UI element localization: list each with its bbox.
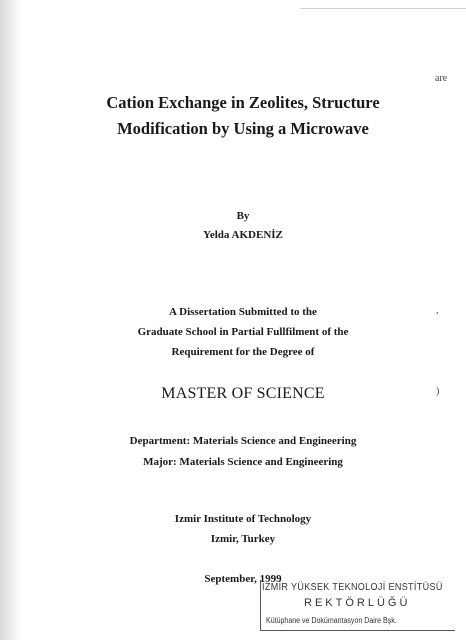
edge-fragment-mark: , (436, 305, 439, 316)
submission-line-1: A Dissertation Submitted to the (169, 306, 317, 318)
scan-top-line (300, 8, 466, 9)
institution-location: Izmir, Turkey (210, 533, 276, 545)
title-line-1: Cation Exchange in Zeolites, Structure (106, 93, 380, 112)
stamp-rectorate-line: REKTÖRLÜĞÜ (304, 597, 411, 609)
stamp-institute-line: İZMİR YÜKSEK TEKNOLOJİ ENSTİTÜSÜ (262, 582, 443, 593)
degree-title: MASTER OF SCIENCE (161, 385, 325, 402)
stamp-library-line: Kütüphane ve Dokümantasyon Daire Bşk. (266, 616, 397, 625)
scan-edge-shadow (0, 0, 22, 640)
author-name: Yelda AKDENİZ (203, 229, 283, 241)
library-stamp (260, 580, 458, 636)
submission-line-2: Graduate School in Partial Fullfilment of the (137, 326, 349, 338)
department-line: Department: Materials Science and Engineering (129, 435, 357, 447)
title-line-2: Modification by Using a Microwave (117, 119, 369, 138)
submission-date: September, 1999 (204, 573, 282, 585)
by-label: By (236, 210, 250, 222)
submission-line-3: Requirement for the Degree of (171, 346, 315, 358)
institution-name: Izmir Institute of Technology (174, 513, 312, 525)
thesis-title (30, 90, 456, 142)
edge-fragment-text: are (435, 73, 448, 84)
edge-fragment-mark: ) (436, 386, 440, 397)
major-line: Major: Materials Science and Engineering (143, 456, 343, 468)
